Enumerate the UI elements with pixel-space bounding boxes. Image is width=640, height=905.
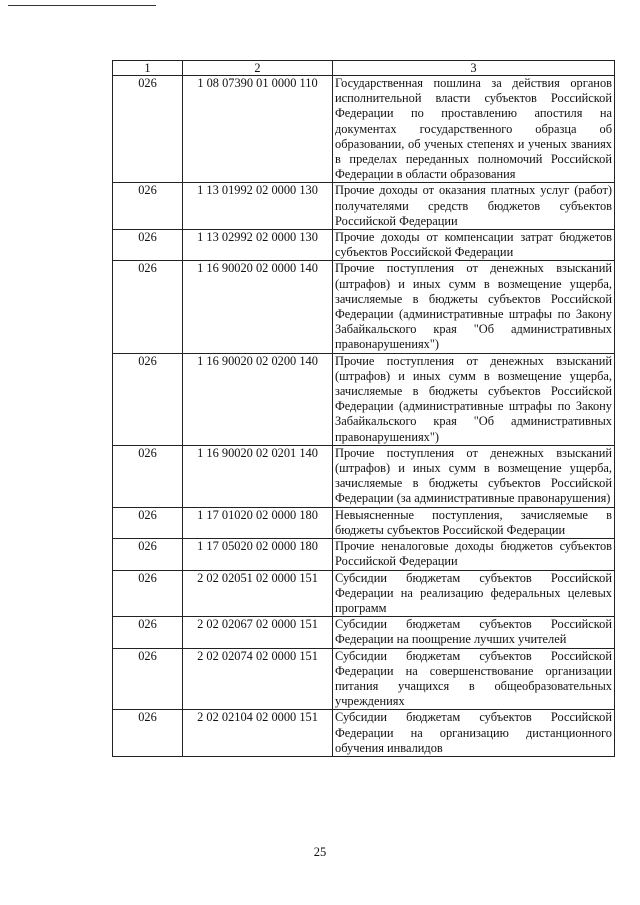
admin-code-cell: 026 [113,539,183,570]
description-cell: Прочие поступления от денежных взысканий (штрафов) и иных сумм в возмещение ущерба, зачисляемые в бюджеты субъектов Российской Федерации (за административные правонарушения) [333,445,615,507]
budget-code-cell: 2 02 02074 02 0000 151 [183,648,333,710]
description-cell: Прочие неналоговые доходы бюджетов субъектов Российской Федерации [333,539,615,570]
budget-code-cell: 2 02 02104 02 0000 151 [183,710,333,757]
description-cell: Прочие доходы от компенсации затрат бюджетов субъектов Российской Федерации [333,230,615,261]
admin-code-cell: 026 [113,353,183,445]
admin-code-cell: 026 [113,648,183,710]
table-row [113,710,615,757]
budget-code-cell: 1 13 01992 02 0000 130 [183,183,333,230]
description-cell: Прочие поступления от денежных взысканий (штрафов) и иных сумм в возмещение ущерба, зачисляемые в бюджеты субъектов Российской Федерации (административные штрафы по Закону Забайкальского края "Об административных правонарушениях") [333,261,615,353]
column-header-2: 2 [183,61,333,76]
column-header-1: 1 [113,61,183,76]
description-cell: Субсидии бюджетам субъектов Российской Федерации на организацию дистанционного обучения инвалидов [333,710,615,757]
budget-code-cell: 1 16 90020 02 0201 140 [183,445,333,507]
budget-code-cell: 2 02 02067 02 0000 151 [183,617,333,648]
description-cell: Субсидии бюджетам субъектов Российской Федерации на реализацию федеральных целевых программ [333,570,615,617]
budget-code-cell: 1 17 01020 02 0000 180 [183,507,333,538]
budget-code-cell: 1 16 90020 02 0200 140 [183,353,333,445]
table-row [113,183,615,230]
admin-code-cell: 026 [113,710,183,757]
budget-code-cell: 1 13 02992 02 0000 130 [183,230,333,261]
budget-code-cell: 1 17 05020 02 0000 180 [183,539,333,570]
budget-code-cell: 1 08 07390 01 0000 110 [183,76,333,183]
admin-code-cell: 026 [113,261,183,353]
description-cell: Субсидии бюджетам субъектов Российской Федерации на поощрение лучших учителей [333,617,615,648]
table-row [113,617,615,648]
table-row [113,570,615,617]
table-row [113,230,615,261]
revenue-codes-table [112,60,615,757]
admin-code-cell: 026 [113,570,183,617]
admin-code-cell: 026 [113,617,183,648]
page-number: 25 [313,845,327,859]
table-row [113,261,615,353]
table-row [113,539,615,570]
table-header-row [113,61,615,76]
admin-code-cell: 026 [113,230,183,261]
table-row [113,507,615,538]
column-header-3: 3 [333,61,615,76]
table-row [113,445,615,507]
budget-code-cell: 1 16 90020 02 0000 140 [183,261,333,353]
description-cell: Субсидии бюджетам субъектов Российской Федерации на совершенствование организации питания учащихся в общеобразовательных учреждениях [333,648,615,710]
description-cell: Прочие доходы от оказания платных услуг (работ) получателями средств бюджетов субъектов Российской Федерации [333,183,615,230]
table-row [113,353,615,445]
table-row [113,76,615,183]
admin-code-cell: 026 [113,183,183,230]
table-row [113,648,615,710]
admin-code-cell: 026 [113,76,183,183]
description-cell: Невыясненные поступления, зачисляемые в бюджеты субъектов Российской Федерации [333,507,615,538]
description-cell: Государственная пошлина за действия органов исполнительной власти субъектов Российской Федерации по проставлению апостиля на документах государственного образца об образовании, об ученых степенях и ученых званиях в пределах переданных полномочий Российской Федерации в области образования [333,76,615,183]
budget-code-cell: 2 02 02051 02 0000 151 [183,570,333,617]
description-cell: Прочие поступления от денежных взысканий (штрафов) и иных сумм в возмещение ущерба, зачисляемые в бюджеты субъектов Российской Федерации (административные штрафы по Закону Забайкальского края "Об административных правонарушениях") [333,353,615,445]
header-rule [8,5,156,6]
admin-code-cell: 026 [113,445,183,507]
admin-code-cell: 026 [113,507,183,538]
